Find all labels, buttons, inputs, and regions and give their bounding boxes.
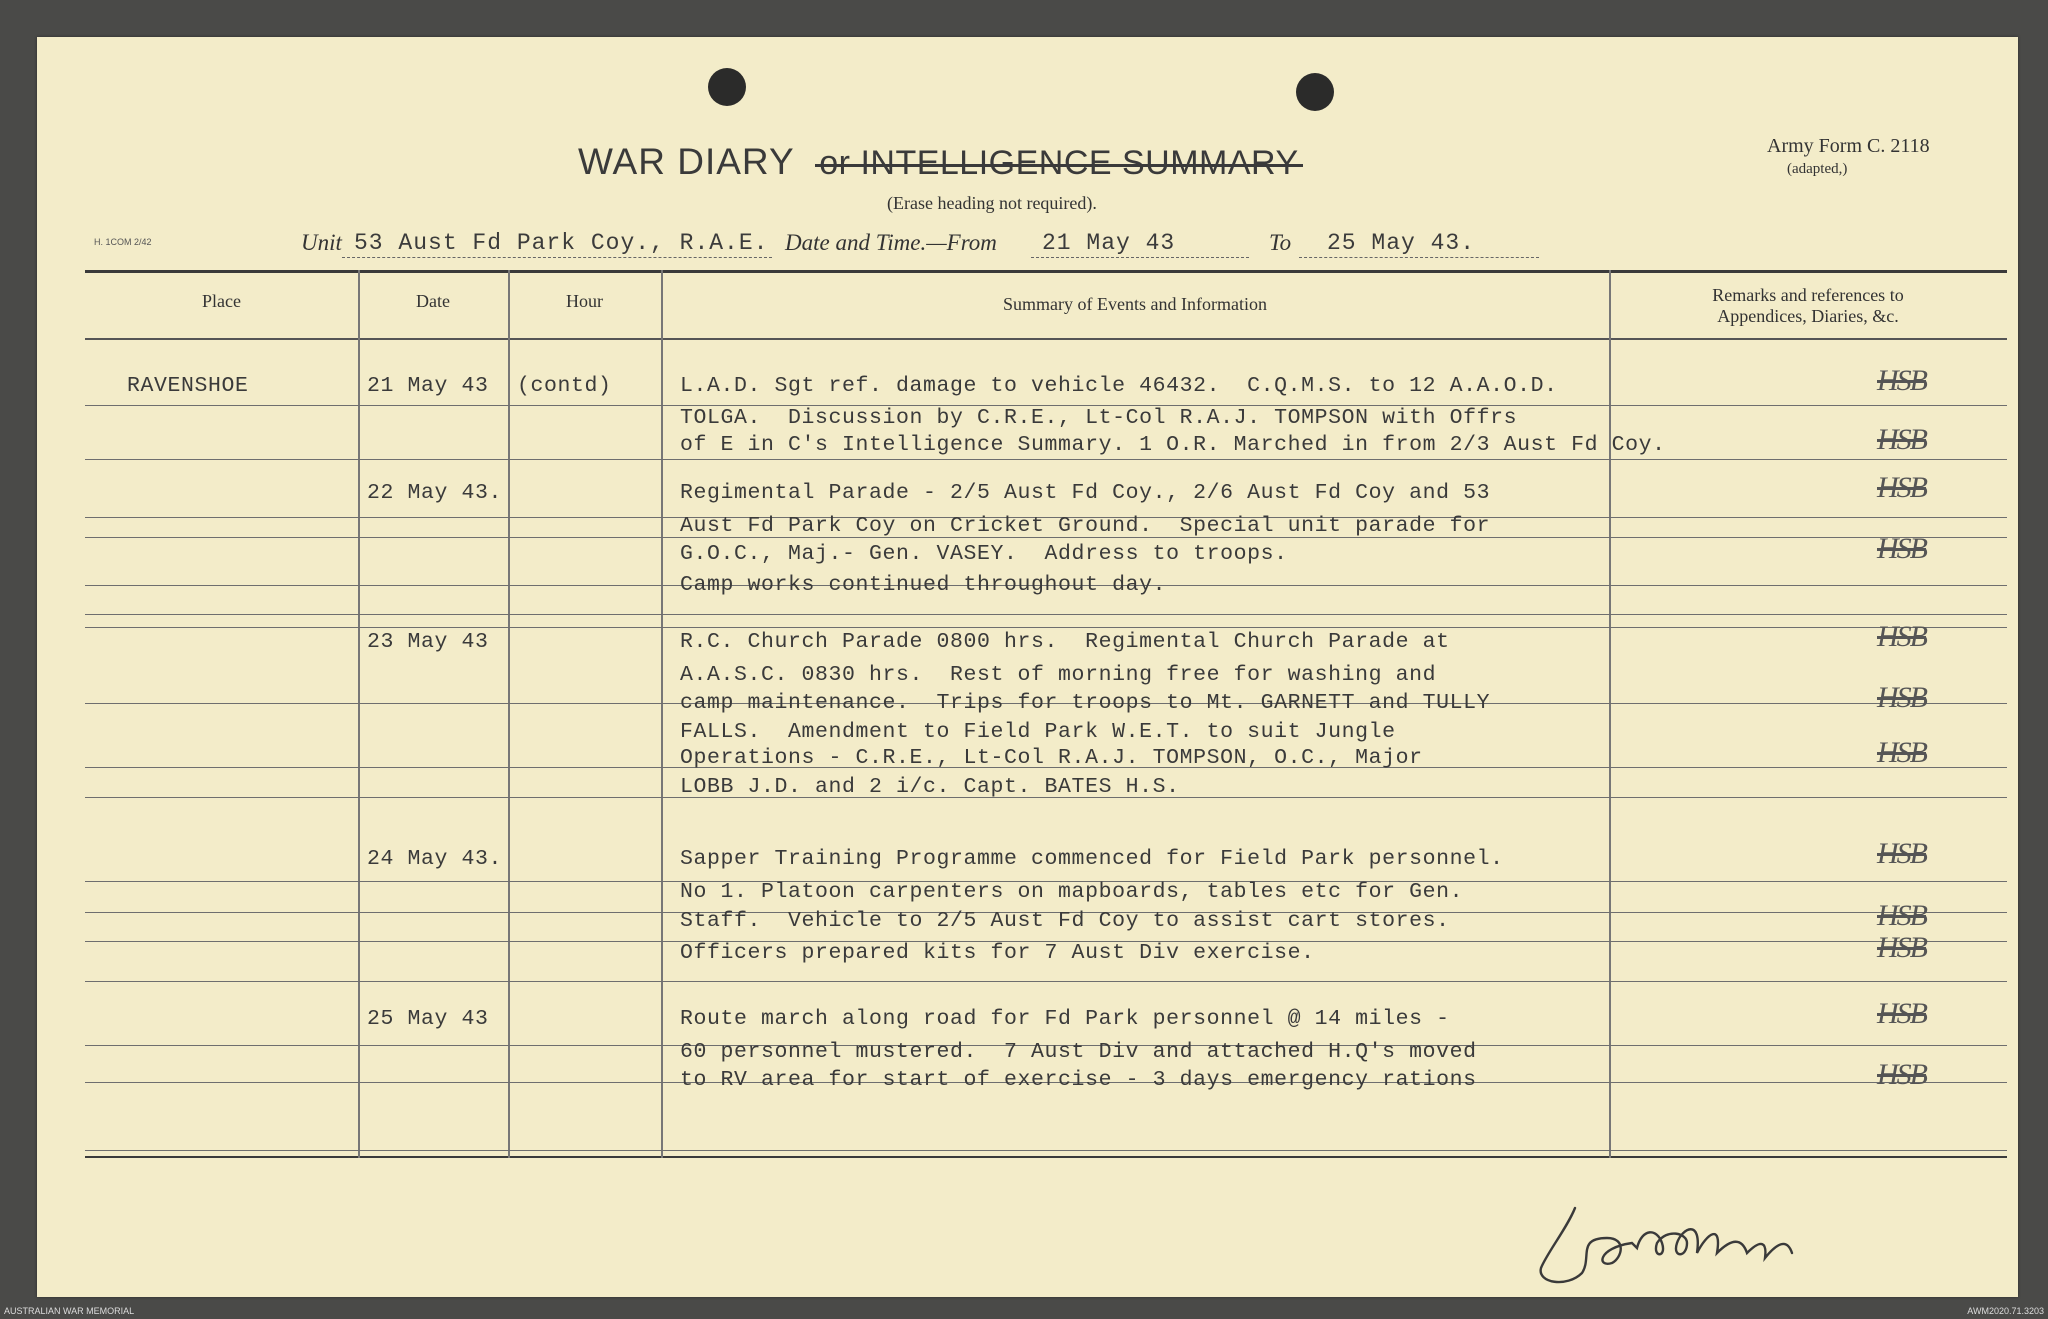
footer-source: AUSTRALIAN WAR MEMORIAL bbox=[4, 1306, 135, 1316]
entry-text: G.O.C., Maj.- Gen. VASEY. Address to troops. bbox=[680, 542, 1288, 566]
col-divider bbox=[661, 270, 663, 1158]
entry-text: to RV area for start of exercise - 3 days emergency rations bbox=[680, 1068, 1477, 1092]
entry-text: R.C. Church Parade 0800 hrs. Regimental Church Parade at bbox=[680, 630, 1450, 654]
form-adapted: (adapted,) bbox=[1787, 161, 1848, 177]
form-number: Army Form C. 2118 bbox=[1767, 135, 1930, 157]
remarks-header-line-2: Appendices, Diaries, &c. bbox=[1717, 306, 1899, 326]
remark-initials: HSB bbox=[1877, 899, 1926, 932]
entry-text: A.A.S.C. 0830 hrs. Rest of morning free for washing and bbox=[680, 663, 1437, 687]
remark-initials: HSB bbox=[1877, 364, 1926, 397]
to-label: To bbox=[1269, 230, 1292, 255]
remark-initials: HSB bbox=[1877, 532, 1926, 565]
entry-text: of E in C's Intelligence Summary. 1 O.R. Marched in from 2/3 Aust Fd Coy. bbox=[680, 433, 1666, 457]
col-divider bbox=[358, 270, 360, 1158]
entry-text: L.A.D. Sgt ref. damage to vehicle 46432. C.Q.M.S. to 12 A.A.O.D. bbox=[680, 374, 1558, 398]
remark-initials: HSB bbox=[1877, 1058, 1926, 1091]
table-top-rule bbox=[85, 270, 2007, 273]
entry-date: 25 May 43 bbox=[367, 1007, 489, 1031]
header-rule bbox=[85, 338, 2007, 340]
unit-value: 53 Aust Fd Park Coy., R.A.E. bbox=[354, 230, 769, 256]
punch-hole bbox=[1296, 73, 1334, 111]
form-code: H. 1COM 2/42 bbox=[94, 237, 152, 247]
entry-date: 23 May 43 bbox=[367, 630, 489, 654]
entry-date: 21 May 43 bbox=[367, 374, 489, 398]
entry-text: camp maintenance. Trips for troops to Mt. GARNETT and TULLY bbox=[680, 691, 1491, 715]
date-label: Date and Time.—From bbox=[785, 230, 997, 255]
col-header-hour: Hour bbox=[566, 291, 603, 311]
page-subtitle: (Erase heading not required). bbox=[887, 193, 1097, 213]
entry-text: Route march along road for Fd Park personnel @ 14 miles - bbox=[680, 1007, 1450, 1031]
remark-initials: HSB bbox=[1877, 736, 1926, 769]
col-divider bbox=[508, 270, 510, 1158]
from-underline bbox=[1031, 257, 1249, 258]
unit-label: Unit bbox=[301, 230, 342, 255]
remark-initials: HSB bbox=[1877, 471, 1926, 504]
row-rule bbox=[85, 459, 2007, 460]
remarks-header-line-1: Remarks and references to bbox=[1712, 285, 1904, 305]
punch-hole bbox=[708, 68, 746, 106]
remark-initials: HSB bbox=[1877, 931, 1926, 964]
signature bbox=[1537, 1198, 1867, 1290]
entry-text: Sapper Training Programme commenced for Field Park personnel. bbox=[680, 847, 1504, 871]
entry-text: Operations - C.R.E., Lt-Col R.A.J. TOMPSON, O.C., Major bbox=[680, 746, 1423, 770]
entry-text: Aust Fd Park Coy on Cricket Ground. Special unit parade for bbox=[680, 514, 1491, 538]
entry-text: TOLGA. Discussion by C.R.E., Lt-Col R.A.J. TOMPSON with Offrs bbox=[680, 406, 1518, 430]
entry-date: 24 May 43. bbox=[367, 847, 503, 871]
entry-place: RAVENSHOE bbox=[127, 374, 249, 398]
to-value: 25 May 43. bbox=[1327, 230, 1476, 256]
remark-initials: HSB bbox=[1877, 997, 1926, 1030]
col-header-place: Place bbox=[202, 291, 241, 311]
unit-underline bbox=[342, 257, 772, 258]
entry-text: LOBB J.D. and 2 i/c. Capt. BATES H.S. bbox=[680, 775, 1180, 799]
page-title bbox=[578, 141, 1299, 183]
row-rule bbox=[85, 981, 2007, 982]
from-value: 21 May 43 bbox=[1042, 230, 1176, 256]
entry-text: Regimental Parade - 2/5 Aust Fd Coy., 2/6 Aust Fd Coy and 53 bbox=[680, 481, 1491, 505]
entry-text: Officers prepared kits for 7 Aust Div exercise. bbox=[680, 941, 1315, 965]
remark-initials: HSB bbox=[1877, 681, 1926, 714]
col-header-remarks bbox=[1609, 285, 2007, 327]
title-main: WAR DIARY bbox=[578, 141, 794, 182]
entry-text: 60 personnel mustered. 7 Aust Div and attached H.Q's moved bbox=[680, 1040, 1477, 1064]
remark-initials: HSB bbox=[1877, 837, 1926, 870]
remark-initials: HSB bbox=[1877, 620, 1926, 653]
col-divider bbox=[1609, 270, 1611, 1158]
to-underline bbox=[1299, 257, 1539, 258]
row-rule bbox=[85, 614, 2007, 615]
table-bottom-rule bbox=[85, 1156, 2007, 1158]
entry-text: Camp works continued throughout day. bbox=[680, 573, 1167, 597]
col-header-summary: Summary of Events and Information bbox=[1003, 294, 1267, 314]
footer-ref: AWM2020.71.3203 bbox=[1967, 1306, 2044, 1316]
entry-text: Staff. Vehicle to 2/5 Aust Fd Coy to assist cart stores. bbox=[680, 909, 1450, 933]
remark-initials: HSB bbox=[1877, 423, 1926, 456]
entry-text: No 1. Platoon carpenters on mapboards, tables etc for Gen. bbox=[680, 880, 1464, 904]
entry-hour: (contd) bbox=[517, 374, 612, 398]
col-header-date: Date bbox=[416, 291, 450, 311]
title-struck: or INTELLIGENCE SUMMARY bbox=[819, 144, 1299, 182]
diary-page bbox=[37, 37, 2018, 1297]
row-rule bbox=[85, 1150, 2007, 1151]
row-rule bbox=[85, 627, 2007, 628]
entry-date: 22 May 43. bbox=[367, 481, 503, 505]
entry-text: FALLS. Amendment to Field Park W.E.T. to suit Jungle bbox=[680, 720, 1396, 744]
